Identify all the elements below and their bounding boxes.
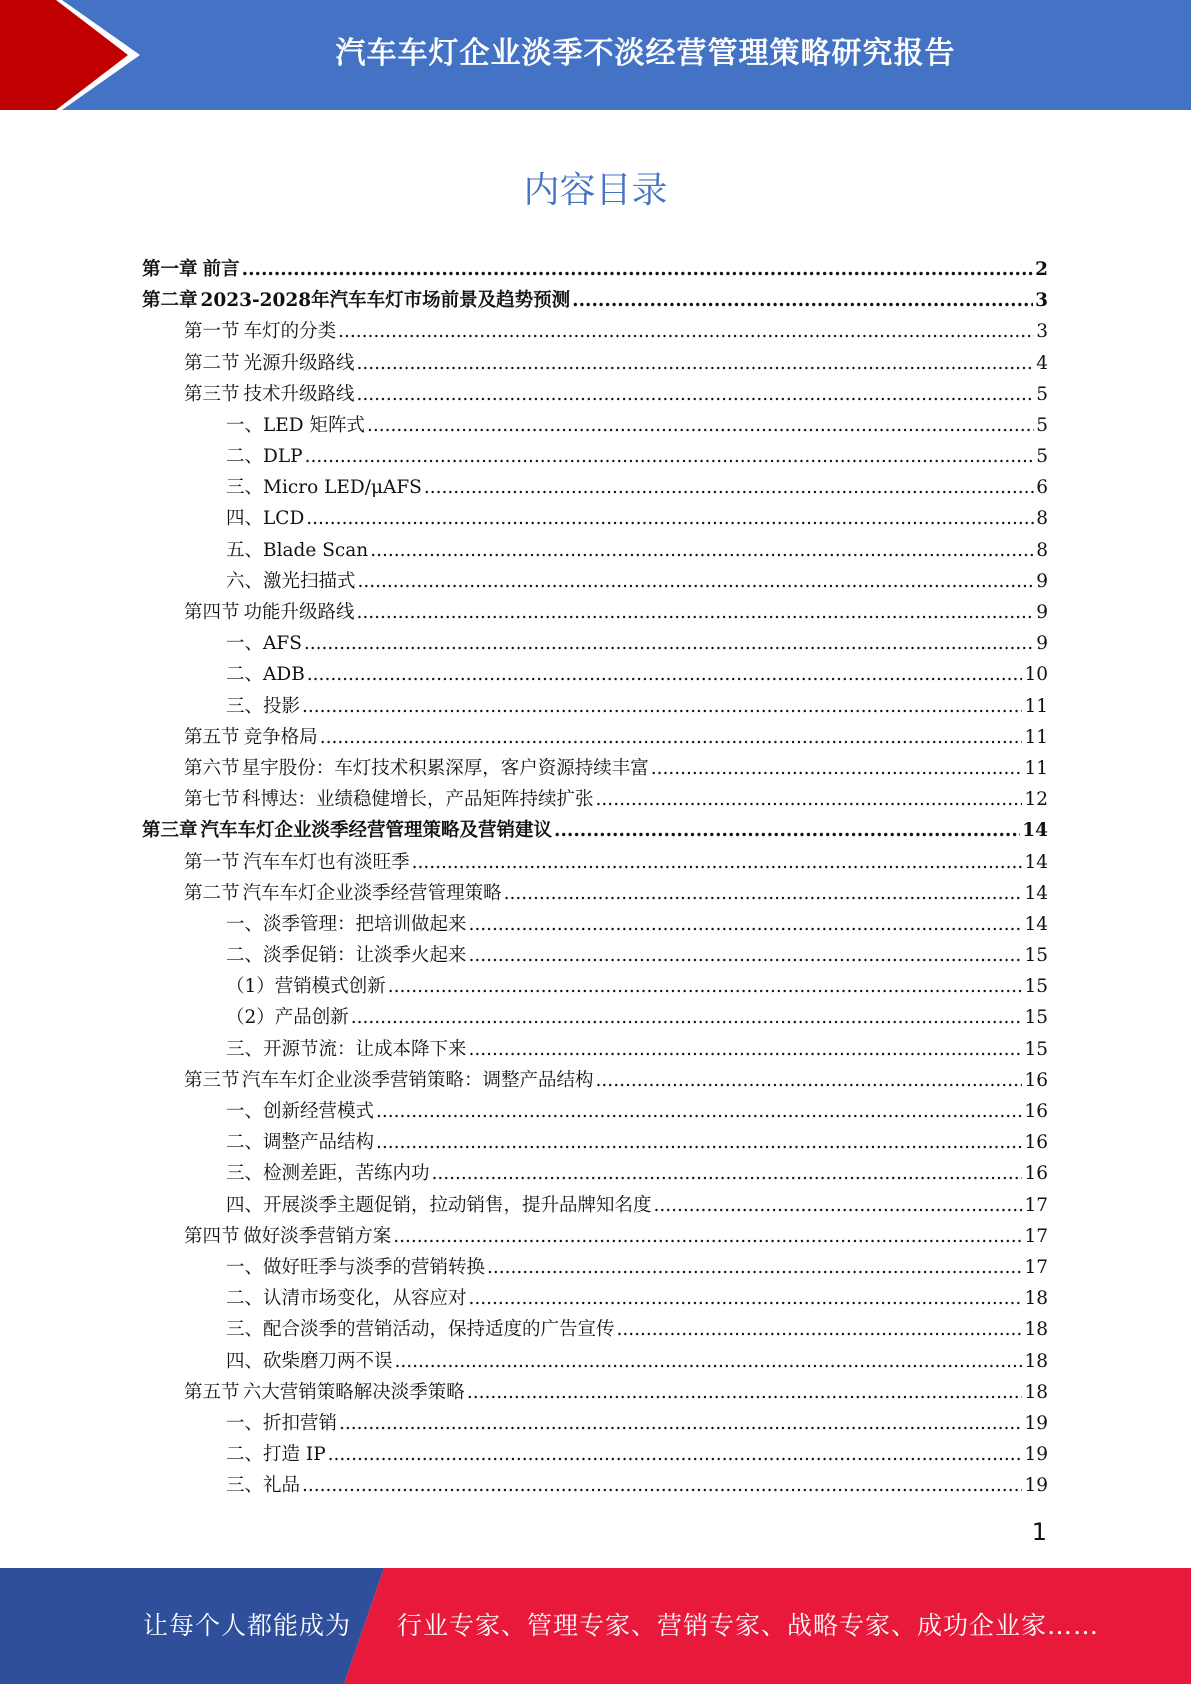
toc-dot-leader xyxy=(504,878,1023,909)
toc-entry-page: 17 xyxy=(1024,1194,1048,1216)
toc-entry[interactable] xyxy=(142,1346,1048,1377)
toc-dot-leader xyxy=(654,1190,1023,1221)
toc-dot-leader xyxy=(307,659,1023,690)
toc-entry[interactable] xyxy=(142,659,1048,690)
toc-dot-leader xyxy=(469,909,1023,940)
toc-entry[interactable] xyxy=(142,379,1048,410)
toc-dot-leader xyxy=(339,1408,1022,1439)
toc-entry[interactable] xyxy=(142,285,1048,316)
toc-entry-page: 16 xyxy=(1024,1069,1048,1091)
toc-entry-number: 第五节 xyxy=(184,1381,240,1403)
toc-entry[interactable] xyxy=(142,410,1048,441)
toc-entry-label: 汽车车灯企业淡季经营管理策略及营销建议 xyxy=(200,820,553,842)
footer-slogan-right: 行业专家、管理专家、营销专家、战略专家、成功企业家…… xyxy=(397,1611,1100,1640)
toc-dot-leader xyxy=(651,753,1023,784)
toc-entry-number: 第五节 xyxy=(184,726,240,748)
toc-entry-label: 四、开展淡季主题促销，拉动销售，提升品牌知名度 xyxy=(226,1194,652,1216)
toc-dot-leader xyxy=(302,691,1022,722)
toc-entry-page: 15 xyxy=(1024,1007,1048,1029)
toc-entry-label: 功能升级路线 xyxy=(243,602,355,624)
toc-entry-page: 12 xyxy=(1024,789,1048,811)
toc-entry[interactable] xyxy=(142,1003,1048,1034)
toc-heading: 内容目录 xyxy=(523,170,668,211)
toc-entry-label: 二、DLP xyxy=(226,446,303,468)
toc-entry-page: 14 xyxy=(1024,851,1048,873)
toc-entry[interactable] xyxy=(142,1314,1048,1345)
toc-entry[interactable] xyxy=(142,566,1048,597)
toc-entry[interactable] xyxy=(142,1127,1048,1158)
toc-entry-label: 一、折扣营销 xyxy=(226,1412,338,1434)
toc-entry-page: 3 xyxy=(1036,321,1048,343)
toc-dot-leader xyxy=(358,566,1035,597)
toc-entry-label: 汽车车灯企业淡季经营管理策略 xyxy=(242,882,502,904)
toc-entry-label: 三、检测差距，苦练内功 xyxy=(226,1163,430,1185)
toc-entry-page: 16 xyxy=(1024,1132,1048,1154)
toc-entry[interactable] xyxy=(142,847,1048,878)
toc-entry-number: 第二节 xyxy=(184,882,240,904)
toc-entry[interactable] xyxy=(142,1408,1048,1439)
toc-dot-leader xyxy=(376,1127,1022,1158)
toc-entry-page: 18 xyxy=(1024,1288,1048,1310)
toc-entry-label: 一、做好旺季与淡季的营销转换 xyxy=(226,1256,486,1278)
toc-entry[interactable] xyxy=(142,1190,1048,1221)
toc-entry-label: 2023-2028年汽车车灯市场前景及趋势预测 xyxy=(200,290,571,312)
toc-entry-label: 一、创新经营模式 xyxy=(226,1101,375,1123)
toc-entry[interactable] xyxy=(142,691,1048,722)
toc-entry-number: 第二节 xyxy=(184,352,240,374)
toc-dot-leader xyxy=(487,1252,1022,1283)
toc-entry-page: 3 xyxy=(1035,290,1048,312)
toc-dot-leader xyxy=(554,815,1020,846)
toc-entry-page: 11 xyxy=(1024,757,1048,779)
toc-entry-label: （1）营销模式创新 xyxy=(226,976,386,998)
toc-entry-label: 六、激光扫描式 xyxy=(226,570,356,592)
toc-entry-label: 二、认清市场变化，从容应对 xyxy=(226,1288,467,1310)
toc-entry-page: 9 xyxy=(1036,570,1048,592)
footer-slogan-left: 让每个人都能成为 xyxy=(143,1611,352,1640)
toc-entry-page: 17 xyxy=(1024,1256,1048,1278)
toc-entry-page: 18 xyxy=(1024,1350,1048,1372)
toc-entry-page: 8 xyxy=(1036,539,1048,561)
toc-entry[interactable] xyxy=(142,254,1048,285)
toc-entry[interactable] xyxy=(142,722,1048,753)
toc-entry-page: 16 xyxy=(1024,1163,1048,1185)
toc-entry[interactable] xyxy=(142,472,1048,503)
toc-dot-leader xyxy=(367,410,1034,441)
toc-entry[interactable] xyxy=(142,971,1048,1002)
toc-entry-page: 18 xyxy=(1024,1319,1048,1341)
toc-entry-number: 第一节 xyxy=(184,851,240,873)
toc-entry-label: 一、AFS xyxy=(226,633,302,655)
toc-entry[interactable] xyxy=(142,441,1048,472)
toc-entry[interactable] xyxy=(142,504,1048,535)
toc-dot-leader xyxy=(469,1034,1023,1065)
toc-dot-leader xyxy=(393,1221,1022,1252)
toc-entry-number: 第三章 xyxy=(142,820,198,842)
toc-entry-label: 四、LCD xyxy=(226,508,305,530)
toc-entry-number: 第一章 xyxy=(142,258,198,280)
toc-entry[interactable] xyxy=(142,1283,1048,1314)
toc-dot-leader xyxy=(596,1065,1023,1096)
toc-entry-page: 4 xyxy=(1036,352,1048,374)
toc-entry[interactable] xyxy=(142,316,1048,347)
toc-entry-page: 11 xyxy=(1024,726,1048,748)
toc-entry[interactable] xyxy=(142,815,1048,846)
toc-entry[interactable] xyxy=(142,909,1048,940)
toc-entry-label: 星宇股份：车灯技术积累深厚，客户资源持续丰富 xyxy=(241,757,649,779)
toc-entry-page: 8 xyxy=(1036,508,1048,530)
toc-entry-number: 第六节 xyxy=(184,757,240,779)
toc-entry-label: 技术升级路线 xyxy=(243,383,355,405)
toc-dot-leader xyxy=(596,784,1023,815)
toc-entry[interactable] xyxy=(142,1252,1048,1283)
toc-dot-leader xyxy=(320,722,1023,753)
toc-entry-label: 六大营销策略解决淡季策略 xyxy=(242,1381,465,1403)
header-banner xyxy=(0,0,1191,110)
toc-entry-page: 16 xyxy=(1024,1101,1048,1123)
toc-entry-page: 2 xyxy=(1035,258,1048,280)
toc-entry-label: 科博达：业绩稳健增长，产品矩阵持续扩张 xyxy=(242,789,594,811)
table-of-contents xyxy=(142,254,1048,1502)
toc-entry-label: 竞争格局 xyxy=(243,726,318,748)
toc-entry-number: 第三节 xyxy=(184,383,240,405)
toc-dot-leader xyxy=(328,1439,1023,1470)
toc-dot-leader xyxy=(572,285,1033,316)
toc-entry-label: 四、砍柴磨刀两不误 xyxy=(226,1350,393,1372)
toc-dot-leader xyxy=(357,348,1035,379)
toc-entry-label: 一、LED 矩阵式 xyxy=(226,414,366,436)
toc-entry-label: 三、Micro LED/μAFS xyxy=(226,477,422,499)
toc-dot-leader xyxy=(304,628,1034,659)
toc-entry[interactable] xyxy=(142,597,1048,628)
toc-entry[interactable] xyxy=(142,784,1048,815)
page-number: 1 xyxy=(1031,1518,1047,1546)
toc-entry[interactable] xyxy=(142,1065,1048,1096)
toc-entry-number: 第四节 xyxy=(184,1225,240,1247)
footer-banner xyxy=(0,1568,1191,1684)
toc-dot-leader xyxy=(388,971,1023,1002)
toc-dot-leader xyxy=(376,1096,1022,1127)
toc-entry-page: 19 xyxy=(1024,1475,1048,1497)
toc-entry-number: 第二章 xyxy=(142,290,198,312)
toc-entry[interactable] xyxy=(142,1439,1048,1470)
toc-entry-page: 9 xyxy=(1036,633,1048,655)
toc-entry-label: 五、Blade Scan xyxy=(226,539,369,561)
toc-entry-label: 前言 xyxy=(202,258,240,280)
toc-dot-leader xyxy=(395,1346,1023,1377)
toc-entry-label: （2）产品创新 xyxy=(226,1007,349,1029)
toc-entry-page: 14 xyxy=(1024,913,1048,935)
toc-entry-label: 二、ADB xyxy=(226,664,305,686)
toc-entry-label: 一、淡季管理：把培训做起来 xyxy=(226,913,467,935)
toc-entry-page: 17 xyxy=(1024,1225,1048,1247)
toc-entry-number: 第三节 xyxy=(184,1069,240,1091)
toc-entry-label: 三、配合淡季的营销活动，保持适度的广告宣传 xyxy=(226,1319,615,1341)
toc-dot-leader xyxy=(338,316,1034,347)
toc-entry-page: 5 xyxy=(1036,446,1048,468)
toc-entry-page: 10 xyxy=(1024,664,1048,686)
toc-entry[interactable] xyxy=(142,1096,1048,1127)
toc-entry[interactable] xyxy=(142,535,1048,566)
toc-dot-leader xyxy=(242,254,1033,285)
toc-dot-leader xyxy=(302,1470,1022,1501)
toc-entry-page: 5 xyxy=(1036,414,1048,436)
toc-entry-page: 19 xyxy=(1024,1412,1048,1434)
toc-entry-page: 18 xyxy=(1024,1381,1048,1403)
toc-entry-number: 第四节 xyxy=(184,602,240,624)
toc-entry-page: 15 xyxy=(1024,945,1048,967)
toc-entry-page: 19 xyxy=(1024,1444,1048,1466)
toc-dot-leader xyxy=(306,504,1034,535)
toc-entry-page: 9 xyxy=(1036,602,1048,624)
toc-dot-leader xyxy=(432,1158,1023,1189)
toc-entry-label: 三、礼品 xyxy=(226,1475,301,1497)
toc-entry-label: 二、淡季促销：让淡季火起来 xyxy=(226,945,467,967)
toc-entry-page: 5 xyxy=(1036,383,1048,405)
toc-entry-number: 第七节 xyxy=(184,789,240,811)
toc-entry-label: 汽车车灯企业淡季营销策略：调整产品结构 xyxy=(242,1069,594,1091)
toc-entry-page: 6 xyxy=(1036,477,1048,499)
toc-entry-page: 14 xyxy=(1022,820,1048,842)
toc-entry-page: 11 xyxy=(1024,695,1048,717)
toc-entry-page: 14 xyxy=(1024,882,1048,904)
report-title: 汽车车灯企业淡季不淡经营管理策略研究报告 xyxy=(335,36,956,71)
toc-entry[interactable] xyxy=(142,1221,1048,1252)
toc-entry-number: 第一节 xyxy=(184,321,240,343)
toc-entry[interactable] xyxy=(142,1034,1048,1065)
toc-entry-label: 二、调整产品结构 xyxy=(226,1132,375,1154)
toc-entry[interactable] xyxy=(142,753,1048,784)
toc-entry-label: 二、打造 IP xyxy=(226,1444,326,1466)
toc-entry-label: 汽车车灯也有淡旺季 xyxy=(243,851,410,873)
toc-entry-label: 做好淡季营销方案 xyxy=(243,1225,392,1247)
toc-dot-leader xyxy=(467,1377,1023,1408)
toc-dot-leader xyxy=(357,379,1035,410)
toc-dot-leader xyxy=(370,535,1034,566)
toc-dot-leader xyxy=(305,441,1035,472)
toc-entry[interactable] xyxy=(142,348,1048,379)
toc-dot-leader xyxy=(357,597,1035,628)
toc-entry[interactable] xyxy=(142,940,1048,971)
toc-dot-leader xyxy=(424,472,1034,503)
toc-dot-leader xyxy=(469,1283,1023,1314)
toc-entry-label: 三、投影 xyxy=(226,695,301,717)
toc-entry[interactable] xyxy=(142,1158,1048,1189)
toc-entry[interactable] xyxy=(142,628,1048,659)
toc-entry[interactable] xyxy=(142,878,1048,909)
toc-entry-label: 光源升级路线 xyxy=(243,352,355,374)
toc-dot-leader xyxy=(469,940,1023,971)
toc-entry[interactable] xyxy=(142,1377,1048,1408)
toc-entry-page: 15 xyxy=(1024,1038,1048,1060)
toc-entry[interactable] xyxy=(142,1470,1048,1501)
toc-dot-leader xyxy=(617,1314,1023,1345)
toc-entry-page: 15 xyxy=(1024,976,1048,998)
toc-dot-leader xyxy=(351,1003,1023,1034)
toc-entry-label: 车灯的分类 xyxy=(243,321,337,343)
toc-entry-label: 三、开源节流：让成本降下来 xyxy=(226,1038,467,1060)
toc-dot-leader xyxy=(412,847,1023,878)
